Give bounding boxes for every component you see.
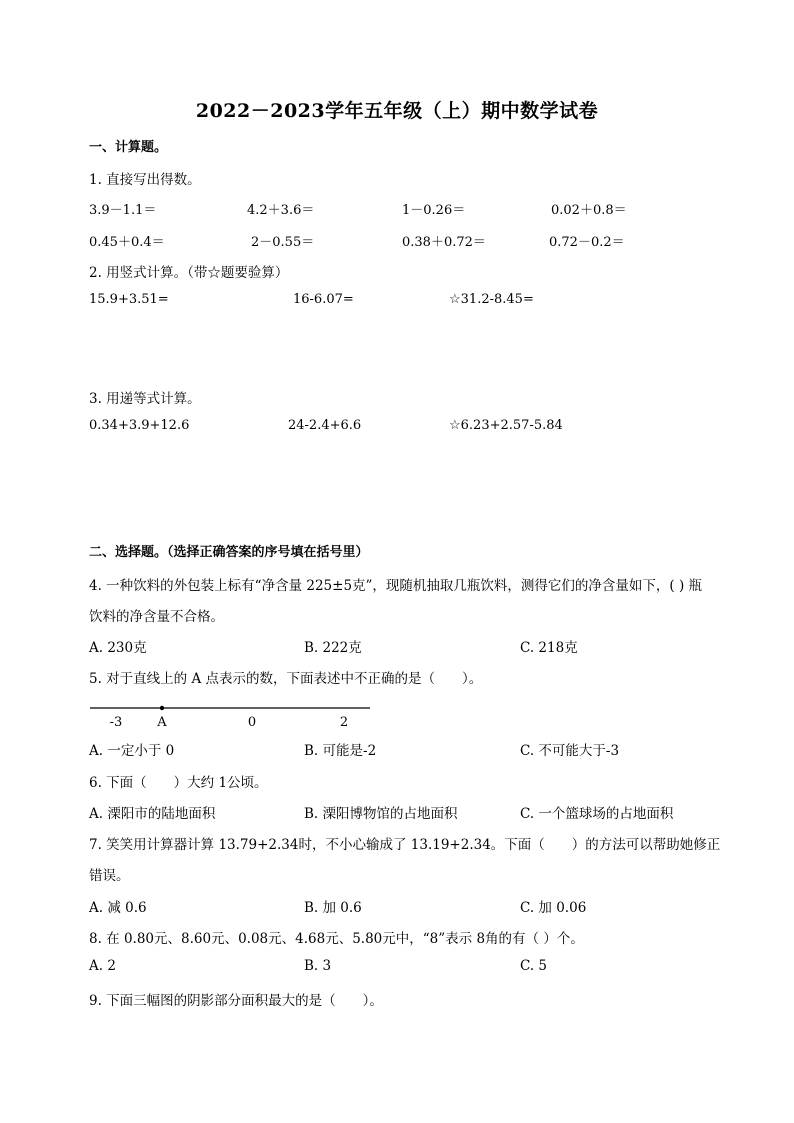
oral-calc-item: 1－0.26＝	[402, 203, 466, 218]
number-line-figure	[90, 700, 380, 730]
option-c: C. 加 0.06	[520, 900, 587, 916]
option-c: C. 5	[520, 958, 548, 974]
tick-label: 2	[339, 715, 349, 730]
question-4-line1: 4. 一种饮料的外包装上标有“净含量 225±5克”，现随机抽取几瓶饮料，测得它们的净含量如下，( ) 瓶	[89, 578, 703, 594]
option-b: B. 加 0.6	[304, 900, 362, 916]
oral-calc-item: 2－0.55＝	[251, 235, 315, 250]
tick-label: -3	[109, 715, 123, 730]
section-heading-calculation: 一、计算题。	[89, 140, 168, 155]
tick-label: 0	[247, 715, 257, 730]
option-b: B. 3	[304, 958, 332, 974]
question-4-line2: 饮料的净含量不合格。	[89, 609, 224, 625]
point-a-dot	[160, 706, 164, 710]
option-b: B. 222克	[304, 640, 362, 656]
oral-calc-item: 0.45＋0.4＝	[89, 235, 165, 250]
stepwise-calc-item: 0.34+3.9+12.6	[89, 418, 190, 433]
option-c: C. 一个篮球场的占地面积	[520, 806, 674, 822]
question-2-prompt: 2. 用竖式计算。（带☆题要验算）	[89, 265, 289, 281]
stepwise-calc-item: 24-2.4+6.6	[288, 418, 362, 433]
option-c: C. 218克	[520, 640, 578, 656]
question-7-line1: 7. 笑笑用计算器计算 13.79+2.34时，不小心输成了 13.19+2.34。下面（ ）的方法可以帮助她修正	[89, 837, 721, 853]
question-7-line2: 错误。	[89, 868, 130, 884]
stepwise-calc-item: ☆6.23+2.57-5.84	[449, 418, 563, 433]
question-9-prompt: 9. 下面三幅图的阴影部分面积最大的是（ ）。	[89, 993, 383, 1009]
oral-calc-item: 4.2＋3.6＝	[247, 203, 315, 218]
oral-calc-item: 3.9－1.1＝	[89, 203, 157, 218]
option-b: B. 溧阳博物馆的占地面积	[304, 806, 458, 822]
vertical-calc-item: 15.9+3.51=	[89, 292, 169, 307]
option-a: A. 2	[89, 958, 116, 974]
oral-calc-item: 0.02＋0.8＝	[551, 203, 627, 218]
question-8-prompt: 8. 在 0.80元、8.60元、0.08元、4.68元、5.80元中，“8”表示 8角的有（ ）个。	[89, 931, 584, 947]
option-a: A. 230克	[89, 640, 147, 656]
question-3-prompt: 3. 用递等式计算。	[89, 391, 201, 407]
section-heading-choice: 二、选择题。（选择正确答案的序号填在括号里）	[89, 545, 369, 560]
question-5-prompt: 5. 对于直线上的 A 点表示的数，下面表述中不正确的是（ ）。	[89, 671, 483, 687]
option-c: C. 不可能大于-3	[520, 743, 620, 759]
oral-calc-item: 0.72－0.2＝	[549, 235, 625, 250]
option-a: A. 减 0.6	[89, 900, 147, 916]
vertical-calc-item: 16-6.07=	[293, 292, 354, 307]
question-6-prompt: 6. 下面（ ）大约 1公顷。	[89, 775, 268, 791]
point-a-label: A	[157, 715, 167, 730]
page-title: 2022－2023学年五年级（上）期中数学试卷	[195, 100, 599, 122]
oral-calc-item: 0.38＋0.72＝	[402, 235, 486, 250]
vertical-calc-item: ☆31.2-8.45=	[449, 292, 534, 307]
option-a: A. 溧阳市的陆地面积	[89, 806, 216, 822]
option-a: A. 一定小于 0	[89, 743, 175, 759]
question-1-prompt: 1. 直接写出得数。	[89, 172, 201, 188]
option-b: B. 可能是-2	[304, 743, 377, 759]
